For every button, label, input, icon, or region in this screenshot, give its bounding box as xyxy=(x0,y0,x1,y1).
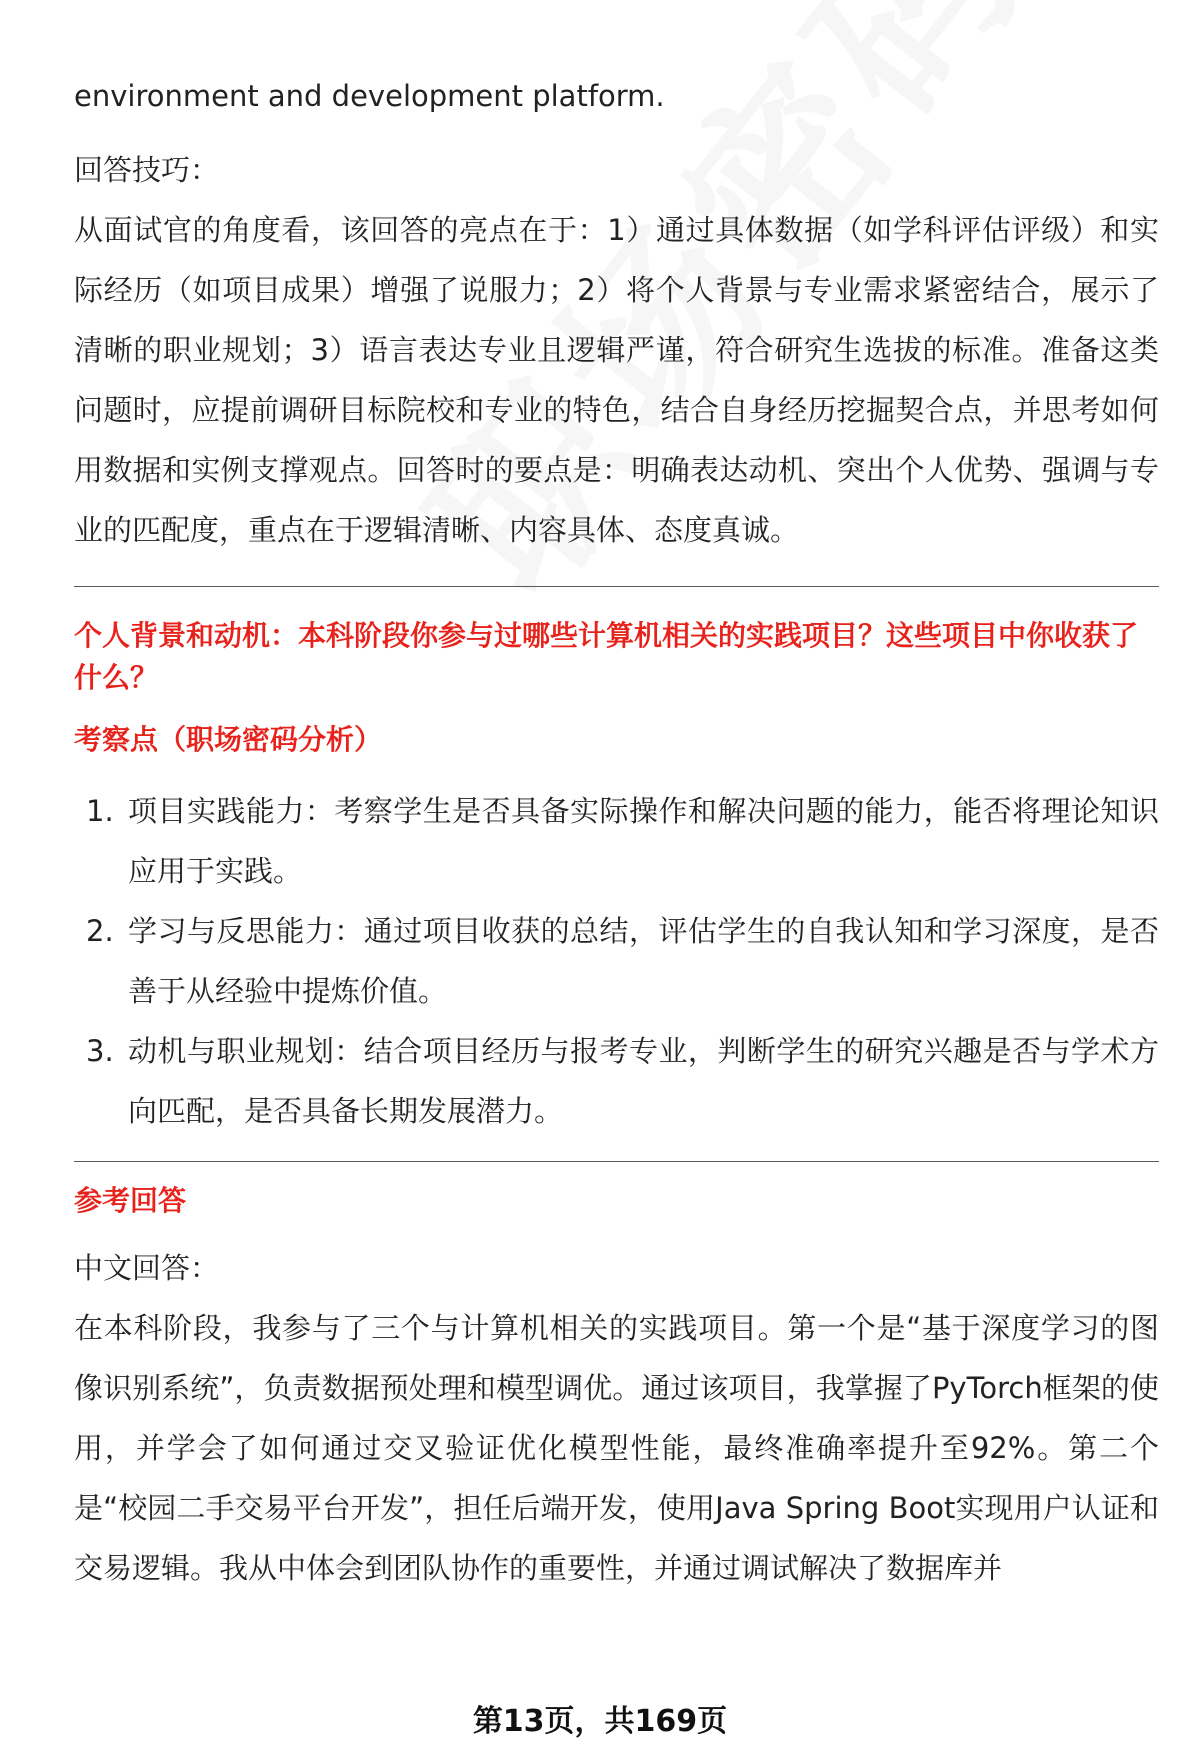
list-item xyxy=(74,781,1159,901)
list-item xyxy=(74,901,1159,1021)
page-number-footer: 第13页，共169页 xyxy=(472,1704,728,1739)
chinese-answer-paragraph: 在本科阶段，我参与了三个与计算机相关的实践项目。第一个是“基于深度学习的图像识别系统”，负责数据预处理和模型调优。通过该项目，我掌握了PyTorch框架的使用，并学会了如何通过交叉验证优化模型性能，最终准确率提升至92%。第二个是“校园二手交易平台开发”，担任后端开发，使用Java Spring Boot实现用户认证和交易逻辑。我从中体会到团队协作的重要性，并通过调试解决了数据库并 xyxy=(74,1311,1159,1585)
reference-heading: 参考回答 xyxy=(74,1184,187,1217)
tips-paragraph: 从面试官的角度看，该回答的亮点在于：1）通过具体数据（如学科评估评级）和实际经历（如项目成果）增强了说服力；2）将个人背景与专业需求紧密结合，展示了清晰的职业规划；3）语言表达专业且逻辑严谨，符合研究生选拔的标准。准备这类问题时，应提前调研目标院校和专业的特色，结合自身经历挖掘契合点，并思考如何用数据和实例支撑观点。回答时的要点是：明确表达动机、突出个人优势、强调与专业的匹配度，重点在于逻辑清晰、内容具体、态度真诚。 xyxy=(74,213,1159,547)
list-item-number: 3. xyxy=(86,1034,114,1068)
list-item-number: 1. xyxy=(86,794,114,828)
list-item xyxy=(74,1021,1159,1141)
english-answer-tail: environment and development platform. xyxy=(74,79,665,113)
page-content xyxy=(74,66,1159,1598)
analysis-points-list xyxy=(74,781,1159,1141)
list-item-text: 学习与反思能力：通过项目收获的总结，评估学生的自我认知和学习深度，是否善于从经验中提炼价值。 xyxy=(128,914,1159,1008)
tips-label: 回答技巧： xyxy=(74,153,220,187)
list-item-text: 动机与职业规划：结合项目经历与报考专业，判断学生的研究兴趣是否与学术方向匹配，是否具备长期发展潜力。 xyxy=(128,1034,1159,1128)
list-item-text: 项目实践能力：考察学生是否具备实际操作和解决问题的能力，能否将理论知识应用于实践。 xyxy=(128,794,1159,888)
chinese-answer-label: 中文回答： xyxy=(74,1251,220,1285)
analysis-heading: 考察点（职场密码分析） xyxy=(74,723,383,756)
list-item-number: 2. xyxy=(86,914,114,948)
question-title: 个人背景和动机：本科阶段你参与过哪些计算机相关的实践项目？这些项目中你收获了什么？ xyxy=(74,619,1139,694)
